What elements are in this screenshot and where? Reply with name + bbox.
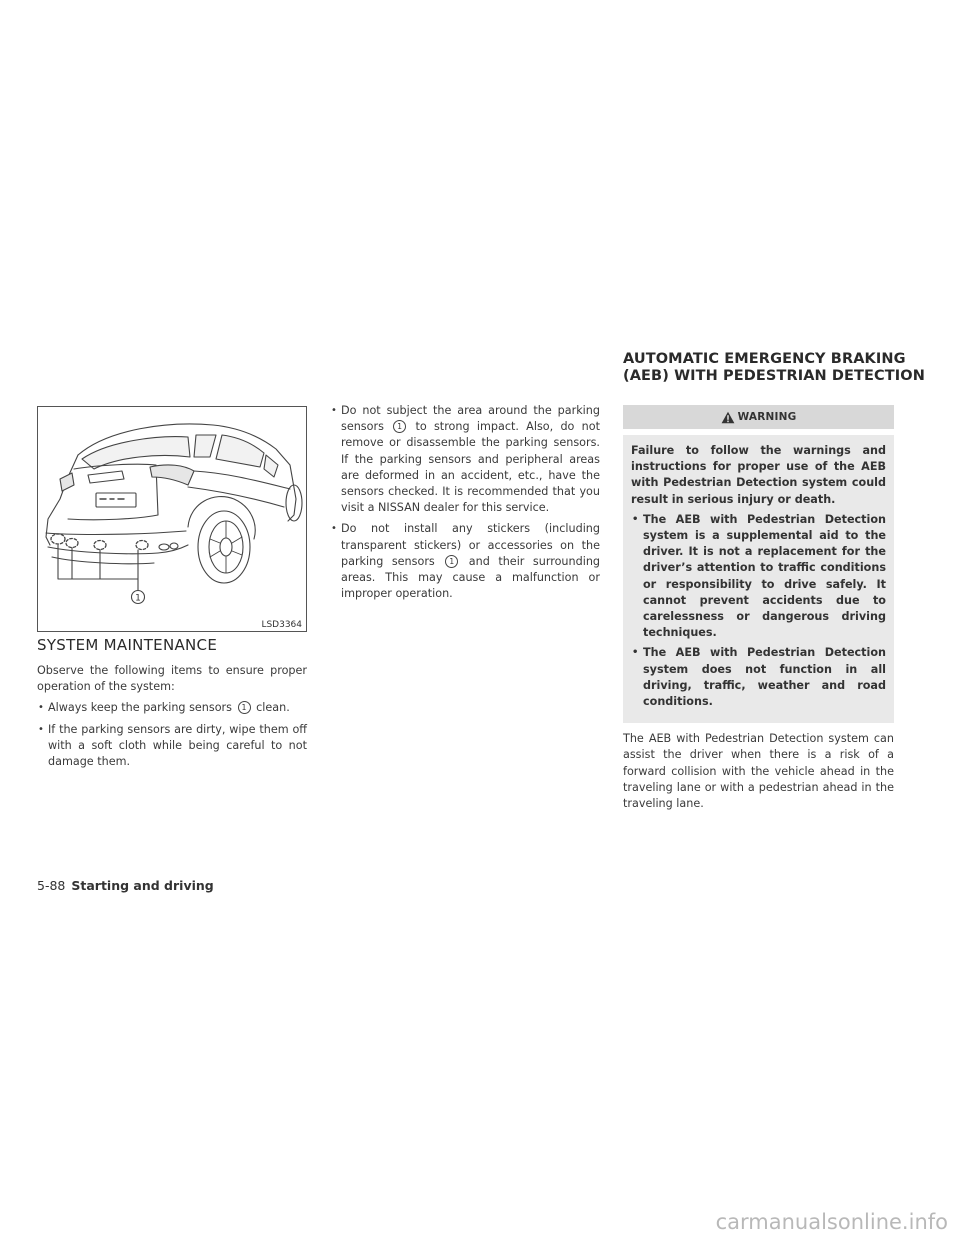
bullet-text: Do not install any stickers (including transparent stickers) or accessories on the parking sensors xyxy=(341,522,600,568)
maintenance-list xyxy=(37,700,307,770)
watermark: carmanualsonline.info xyxy=(715,1210,948,1234)
figure-code: LSD3364 xyxy=(261,620,302,630)
bullet-text: to strong impact. Also, do not remove or disassemble the parking sensors. If the parking sensors and peripheral areas are deformed in an accident, etc., have the sensors checked. It is recommended that you visit a NISSAN dealer for this service. xyxy=(341,420,600,515)
callout-1-icon: 1 xyxy=(445,555,458,568)
list-item xyxy=(631,645,886,710)
bullet-text: The AEB with Pedestrian Detection system does not function in all driving, traffic, weather and road conditions. xyxy=(643,646,886,709)
page-number: 5-88 xyxy=(37,878,66,893)
bullet-text: If the parking sensors are dirty, wipe them off with a soft cloth while being careful to not damage them. xyxy=(48,722,307,769)
figure-callout-label: 1 xyxy=(135,593,141,604)
warning-body xyxy=(623,435,894,723)
list-item xyxy=(330,521,600,602)
column-1 xyxy=(37,636,307,775)
warning-triangle-icon xyxy=(721,411,735,424)
bullet-text: The AEB with Pedestrian Detection system is a supplemental aid to the driver. It is not a replacement for the driver’s attention to traffic conditions or responsibility to drive safely. It cannot prevent accidents due to carelessness or dangerous driving techniques. xyxy=(643,512,886,640)
column-2 xyxy=(330,403,600,607)
bullet-text: Do not subject the area around the parking sensors xyxy=(341,404,600,434)
aeb-description: The AEB with Pedestrian Detection system can assist the driver when there is a risk of a forward collision with the vehicle ahead in the traveling lane or with a pedestrian ahead in the traveling lane. xyxy=(623,732,894,811)
list-item xyxy=(631,512,886,642)
warning-header xyxy=(623,405,894,429)
list-item xyxy=(37,722,307,771)
section-heading-line2: (AEB) WITH PEDESTRIAN DETECTION xyxy=(623,368,925,384)
chapter-title: Starting and driving xyxy=(71,878,214,893)
parking-sensor-illustration xyxy=(37,406,307,632)
warning-list xyxy=(631,512,886,710)
maintenance-list-continued xyxy=(330,403,600,602)
column-3 xyxy=(623,405,894,812)
section-heading xyxy=(623,351,925,385)
list-item xyxy=(330,403,600,516)
callout-1-icon: 1 xyxy=(393,420,406,433)
warning-label: WARNING xyxy=(737,411,797,423)
bullet-text: and their surrounding areas. This may cause a malfunction or improper operation. xyxy=(341,554,601,601)
page-footer xyxy=(37,878,214,893)
list-item xyxy=(37,700,307,716)
bullet-text: clean. xyxy=(256,701,290,715)
section-heading-line1: AUTOMATIC EMERGENCY BRAKING xyxy=(623,351,906,367)
warning-lead: Failure to follow the warnings and instructions for proper use of the AEB with Pedestrian Detection system could result in serious injury or death. xyxy=(631,444,886,506)
callout-1-icon: 1 xyxy=(238,701,251,714)
maintenance-intro: Observe the following items to ensure proper operation of the system: xyxy=(37,664,307,694)
bullet-text: Always keep the parking sensors xyxy=(48,701,232,715)
maintenance-title: SYSTEM MAINTENANCE xyxy=(37,636,218,654)
